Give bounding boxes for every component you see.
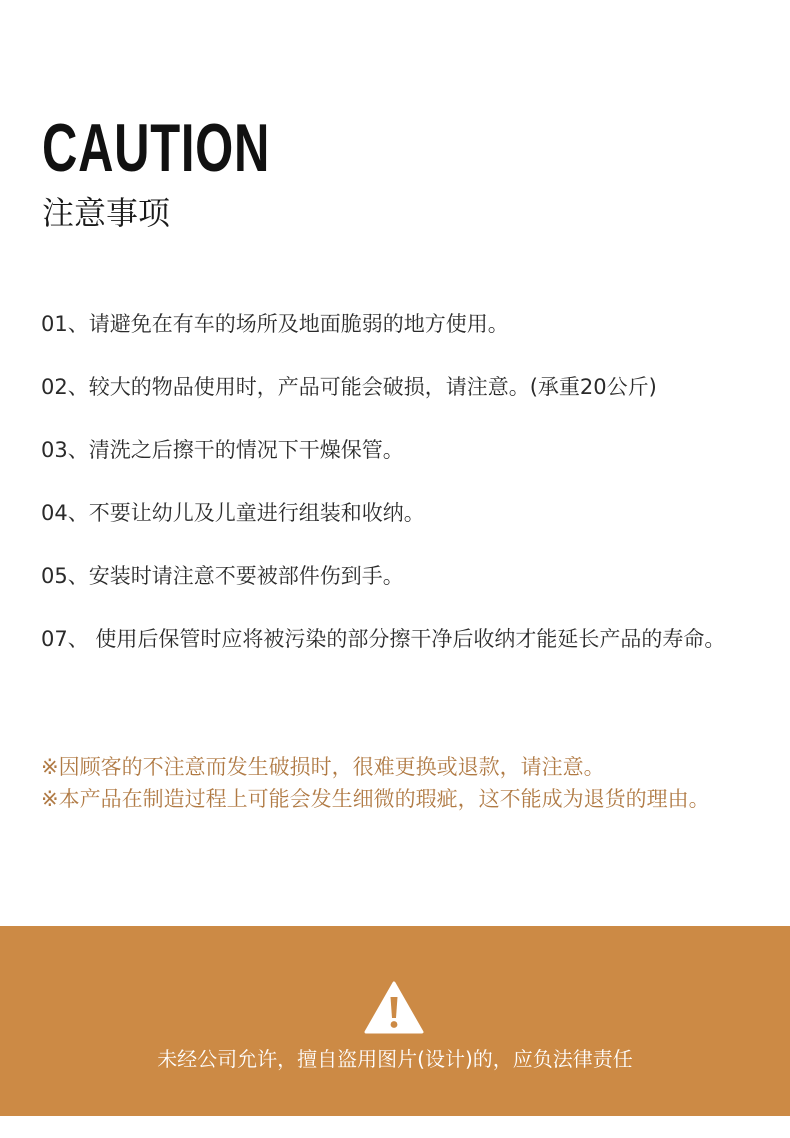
copyright-notice: 未经公司允许，擅自盗用图片(设计)的，应负法律责任 xyxy=(157,1047,633,1071)
page-subtitle: 注意事项 xyxy=(42,194,171,232)
caution-item-05: 05、安装时请注意不要被部件伤到手。 xyxy=(41,564,404,588)
caution-item-04: 04、不要让幼儿及儿童进行组装和收纳。 xyxy=(41,501,425,525)
warning-icon xyxy=(364,981,424,1035)
page-title: CAUTION xyxy=(42,110,271,186)
footer-band xyxy=(0,926,790,1116)
caution-list xyxy=(41,308,741,686)
caution-item-01: 01、请避免在有车的场所及地面脆弱的地方使用。 xyxy=(41,312,509,336)
notes-block xyxy=(41,751,790,815)
note-defects: ※本产品在制造过程上可能会发生细微的瑕疵，这不能成为退货的理由。 xyxy=(41,787,710,811)
caution-item-07: 07、 使用后保管时应将被污染的部分擦干净后收纳才能延长产品的寿命。 xyxy=(41,627,726,651)
note-damage: ※因顾客的不注意而发生破损时，很难更换或退款，请注意。 xyxy=(41,755,605,779)
caution-item-02: 02、较大的物品使用时，产品可能会破损，请注意。(承重20公斤) xyxy=(41,375,657,399)
caution-item-03: 03、清洗之后擦干的情况下干燥保管。 xyxy=(41,438,404,462)
